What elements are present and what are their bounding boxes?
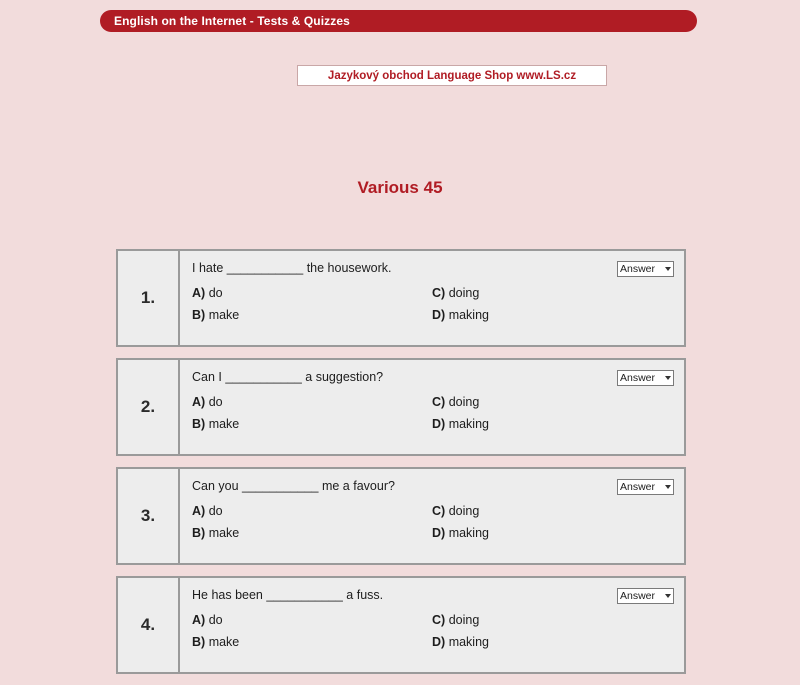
page-title: Various 45 [357,178,443,197]
option-text: doing [448,504,480,518]
site-banner-title: English on the Internet - Tests & Quizzes [114,14,350,28]
option[interactable] [192,417,432,431]
question-number: 3. [118,469,180,563]
option-text: making [448,308,489,322]
question-number: 4. [118,578,180,672]
language-shop-bar[interactable] [297,65,607,86]
language-shop-text: Jazykový obchod Language Shop www.LS.cz [327,69,577,82]
option[interactable] [192,504,432,518]
option-letter: D) [432,308,446,322]
option[interactable] [432,286,672,300]
answer-select-label: Answer [620,590,656,602]
option-text: making [448,526,489,540]
question-number: 1. [118,251,180,345]
option[interactable] [432,613,672,627]
option[interactable] [432,504,672,518]
quiz-item [116,576,686,674]
quiz-item [116,358,686,456]
option[interactable] [432,526,672,540]
option[interactable] [432,395,672,409]
option[interactable] [192,308,432,322]
option-letter: B) [192,635,206,649]
option[interactable] [192,286,432,300]
site-banner [100,10,697,32]
question-body [180,469,684,563]
question-options [192,286,672,330]
option-text: making [448,635,489,649]
quiz-list [116,249,686,685]
option[interactable] [432,417,672,431]
question-options [192,613,672,657]
chevron-down-icon [665,594,671,598]
question-body [180,360,684,454]
option-letter: B) [192,308,206,322]
option-letter: A) [192,504,206,518]
option-letter: D) [432,526,446,540]
option[interactable] [432,635,672,649]
question-options [192,395,672,439]
question-body [180,578,684,672]
option-letter: A) [192,286,206,300]
option-text: do [208,613,223,627]
option-text: doing [448,613,480,627]
option-text: make [208,417,240,431]
option[interactable] [192,526,432,540]
option-letter: C) [432,286,446,300]
option-text: do [208,286,223,300]
question-text: I hate ___________ the housework. [192,261,392,275]
option-text: doing [448,395,480,409]
option-text: making [448,417,489,431]
question-text: Can I ___________ a suggestion? [192,370,384,384]
option[interactable] [192,613,432,627]
option-letter: C) [432,395,446,409]
option-letter: C) [432,613,446,627]
chevron-down-icon [665,485,671,489]
answer-select[interactable] [617,588,674,604]
option-letter: B) [192,526,206,540]
answer-select-label: Answer [620,481,656,493]
option-text: do [208,504,223,518]
quiz-item [116,467,686,565]
chevron-down-icon [665,376,671,380]
question-text: He has been ___________ a fuss. [192,588,384,602]
option-letter: C) [432,504,446,518]
question-text: Can you ___________ me a favour? [192,479,395,493]
answer-select[interactable] [617,261,674,277]
quiz-item [116,249,686,347]
option-letter: A) [192,613,206,627]
option-text: doing [448,286,480,300]
question-options [192,504,672,548]
answer-select[interactable] [617,370,674,386]
option-text: do [208,395,223,409]
option-text: make [208,635,240,649]
question-body [180,251,684,345]
question-number: 2. [118,360,180,454]
answer-select[interactable] [617,479,674,495]
option[interactable] [192,395,432,409]
chevron-down-icon [665,267,671,271]
option-text: make [208,526,240,540]
option-letter: D) [432,417,446,431]
option-letter: B) [192,417,206,431]
option-text: make [208,308,240,322]
option-letter: A) [192,395,206,409]
answer-select-label: Answer [620,263,656,275]
option-letter: D) [432,635,446,649]
option[interactable] [432,308,672,322]
option[interactable] [192,635,432,649]
answer-select-label: Answer [620,372,656,384]
